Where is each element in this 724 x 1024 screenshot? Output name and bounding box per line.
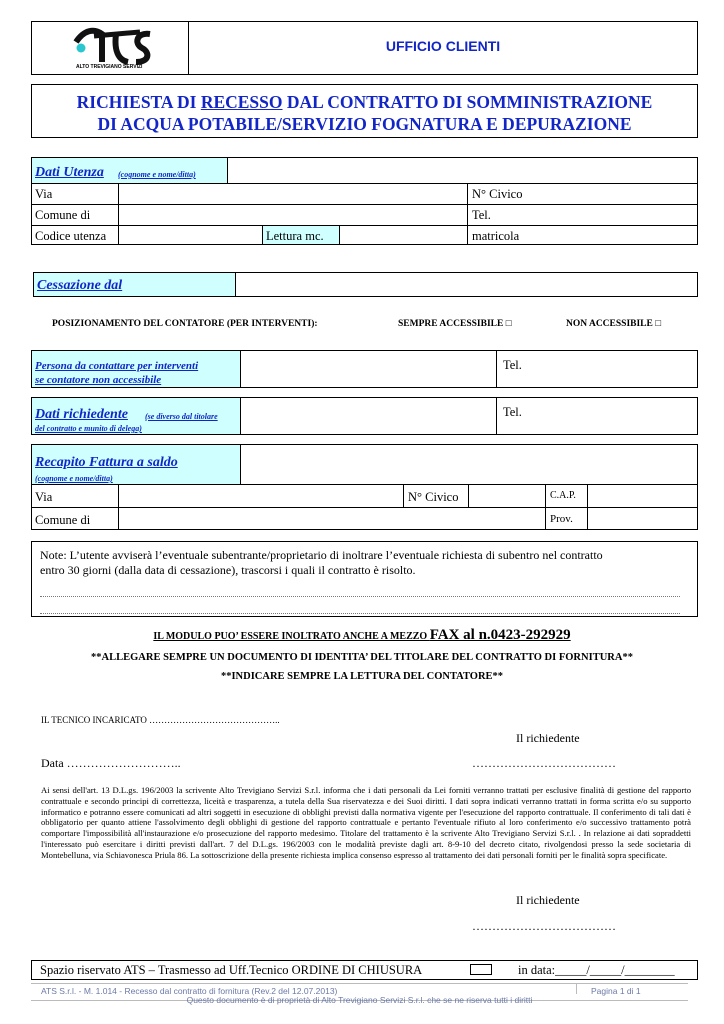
posizionamento-row xyxy=(0,319,724,333)
civico-label: N° Civico xyxy=(472,187,523,201)
recapito-note: (cognome e nome/ditta) xyxy=(35,474,113,483)
page-title xyxy=(32,91,697,135)
richiedente-note2: del contratto e munito di delega) xyxy=(35,424,142,433)
comune-field[interactable] xyxy=(118,205,468,225)
cessazione-label-cell xyxy=(34,273,236,296)
prov-label: Prov. xyxy=(550,513,573,525)
richiedente-field[interactable] xyxy=(241,398,497,434)
recapito-row-via xyxy=(32,485,697,508)
richiedente-signature-label-1: Il richiedente xyxy=(516,731,580,745)
via-label: Via xyxy=(35,187,53,201)
title-line2: DI ACQUA POTABILE/SERVIZIO FOGNATURA E DEPURAZIONE xyxy=(97,114,632,134)
richiedente-label-cell xyxy=(32,398,241,434)
utenza-heading-note: (cognome e nome/ditta) xyxy=(118,170,196,179)
office-title: UFFICIO CLIENTI xyxy=(385,38,501,54)
persona-line1: Persona da contattare per interventi xyxy=(35,360,199,372)
note-text-line2: entro 30 giorni (dalla data di cessazione), trascorsi i quali il contratto è risolto. xyxy=(40,563,416,577)
recapito-row-comune xyxy=(32,508,697,529)
richiedente-heading: Dati richiedente xyxy=(35,407,128,422)
recapito-section xyxy=(31,444,698,530)
privacy-notice: Ai sensi dell'art. 13 D.L.gs. 196/2003 la scrivente Alto Trevigiano Servizi S.r.l. informa che i dati personali da Lei forniti verranno trattati per esclusive finalità di gestione del rapporto contrattuale e secondo principi di correttezza, liceità e trasparenza, a tutela della Sua riservatezza e dei Suoi diritti. I dati sopra indicati verranno trattati in forma scritta e/o su supporto informatico e potranno essere comunicati ad altri soggetti in esecuzione di obblighi previsti dalla normativa vigente per l'esecuzione del rapporto contrattuale. Il conferimento di tali dati è obbligatorio per quanto attiene l'assolvimento degli obblighi di gestione del rapporto contrattuale e pertanto l'eventuale rifiuto al loro conferimento e/o successivo trattamento potrà comportare l'impossibilità all'instaurazione e/o prosecuzione del rapporto medesimo. Titolare del trattamento è la scrivente Alto Trevigiano Servizi S.r.l. . In relazione ai dati sopraddetti l'interessato può esercitare i diritti previsti dall'art. 7 del D.L.gs. 196/2003 con le modalità previste dagli art. 8-9-10 del decreto citato, rivolgendosi presso la sede societaria di Montebelluna, via Schiavonesca Priula 86. La sottoscrizione della presente richiesta implica consenso espresso al trattamento dei dati personali forniti per le finalità sopra specificate. xyxy=(41,785,691,860)
recapito-heading: Recapito Fattura a saldo xyxy=(35,455,178,470)
note-box xyxy=(31,541,698,617)
recapito-name-field[interactable] xyxy=(241,445,697,485)
row-comune xyxy=(32,205,697,226)
title-recesso: RECESSO xyxy=(200,92,283,112)
recapito-comune-field[interactable] xyxy=(118,508,546,529)
recapito-label-cell xyxy=(32,445,241,485)
tecnico-incaricato[interactable]: IL TECNICO INCARICATO …………………………………….. xyxy=(41,715,280,725)
fax-text: IL MODULO PUO’ ESSERE INOLTRATO ANCHE A MEZZO xyxy=(153,631,430,642)
header-box xyxy=(31,21,698,75)
row-via xyxy=(32,184,697,205)
lettura-cell xyxy=(262,225,340,244)
lettura-label: Lettura mc. xyxy=(266,229,324,243)
recapito-via-field[interactable] xyxy=(118,485,404,507)
footer-page: Pagina 1 di 1 xyxy=(591,986,641,996)
persona-field[interactable] xyxy=(241,351,497,387)
recapito-civico-field[interactable] xyxy=(468,485,546,507)
cessazione-field[interactable] xyxy=(236,273,697,296)
footer-doc: ATS S.r.l. - M. 1.014 - Recesso dal contratto di fornitura (Rev.2 del 12.07.2013) xyxy=(41,986,338,996)
row-codice xyxy=(32,226,697,244)
persona-line2: se contatore non accessibile xyxy=(35,374,162,386)
title-post: DAL CONTRATTO DI SOMMINISTRAZIONE xyxy=(282,92,653,112)
non-accessibile-checkbox[interactable]: NON ACCESSIBILE □ xyxy=(566,319,661,329)
utenza-name-field[interactable] xyxy=(228,158,697,184)
posizionamento-label: POSIZIONAMENTO DEL CONTATORE (PER INTERVENTI): xyxy=(52,319,318,329)
richiedente-section xyxy=(31,397,698,435)
richiedente-note1: (se diverso dal titolare xyxy=(145,412,218,421)
prov-field[interactable] xyxy=(587,508,697,529)
utenza-section xyxy=(31,157,698,245)
reserved-box xyxy=(31,960,698,980)
utenza-heading-cell xyxy=(32,158,228,184)
richiedente-signature-line-1[interactable]: ……………………………… xyxy=(472,756,616,770)
richiedente-tel-label: Tel. xyxy=(503,405,522,419)
ordine-chiusura-checkbox[interactable] xyxy=(470,964,492,975)
via-field[interactable] xyxy=(118,184,468,204)
cap-label: C.A.P. xyxy=(550,490,576,501)
codice-field[interactable] xyxy=(118,226,262,244)
cap-field[interactable] xyxy=(587,485,697,507)
reserved-date[interactable]: in data:_____/_____/________ xyxy=(518,963,675,977)
codice-label: Codice utenza xyxy=(35,229,107,243)
allegare-instruction: **ALLEGARE SEMPRE UN DOCUMENTO DI IDENTITA’ DEL TITOLARE DEL CONTRATTO DI FORNITURA** xyxy=(91,652,633,663)
persona-label-cell xyxy=(32,351,241,387)
tel-label: Tel. xyxy=(472,208,491,222)
cessazione-label: Cessazione dal xyxy=(37,278,123,293)
recapito-via-label: Via xyxy=(35,490,53,504)
recapito-comune-label: Comune di xyxy=(35,513,91,527)
cessazione-section xyxy=(33,272,698,297)
recapito-civico-label: N° Civico xyxy=(408,490,459,504)
persona-section xyxy=(31,350,698,388)
lettura-field[interactable] xyxy=(340,226,468,244)
note-text-line1: Note: L’utente avviserà l’eventuale subentrante/proprietario di inoltrare l’eventuale richiesta di subentro nel contratto xyxy=(40,548,603,562)
sempre-accessibile-checkbox[interactable]: SEMPRE ACCESSIBILE □ xyxy=(398,319,512,329)
title-pre: RICHIESTA DI xyxy=(76,92,201,112)
note-dotted-line-2[interactable] xyxy=(40,604,680,614)
note-dotted-line-1[interactable] xyxy=(40,587,680,597)
richiedente-signature-line-2[interactable]: ……………………………… xyxy=(472,919,616,933)
footer-property: Questo documento è di proprietà di Alto Trevigiano Servizi S.r.l. che se ne riserva tutti i diritti xyxy=(186,995,533,1005)
indicare-instruction: **INDICARE SEMPRE LA LETTURA DEL CONTATORE** xyxy=(220,671,504,682)
persona-tel-label: Tel. xyxy=(503,358,522,372)
title-box xyxy=(31,84,698,138)
logo-text: ALTO TREVIGIANO SERVIZI xyxy=(76,64,143,70)
fax-number: FAX al n.0423-292929 xyxy=(429,627,571,643)
fax-instruction xyxy=(0,626,724,644)
utenza-heading: Dati Utenza xyxy=(35,165,104,180)
footer-divider xyxy=(576,984,577,994)
richiedente-signature-label-2: Il richiedente xyxy=(516,893,580,907)
comune-label: Comune di xyxy=(35,208,91,222)
logo xyxy=(32,22,189,74)
reserved-text: Spazio riservato ATS – Trasmesso ad Uff.Tecnico ORDINE DI CHIUSURA xyxy=(40,963,423,977)
matricola-label: matricola xyxy=(472,229,520,243)
data-field[interactable]: Data ……………………….. xyxy=(41,756,181,770)
